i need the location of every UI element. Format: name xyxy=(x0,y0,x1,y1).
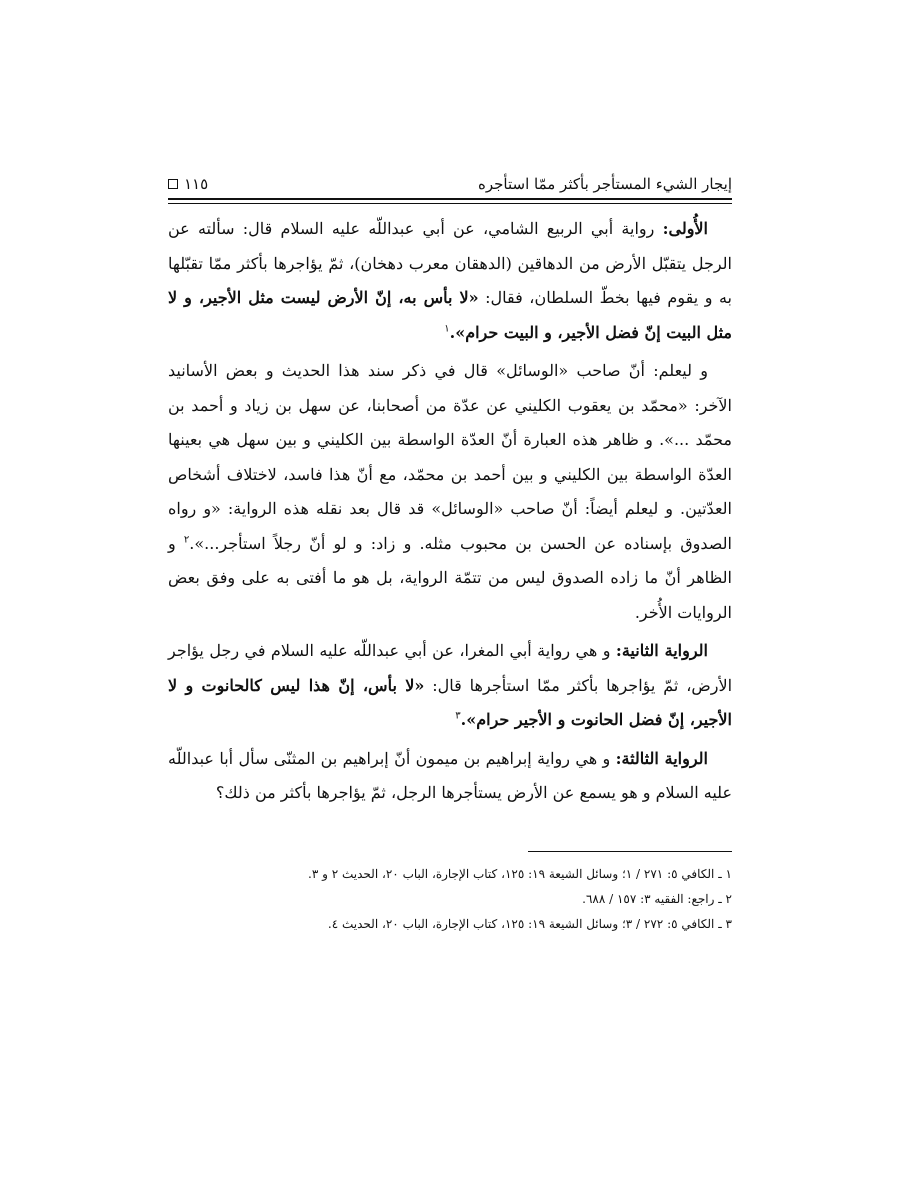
footnote-3: ٣ ـ الكافي ٥: ٢٧٢ / ٣؛ وسائل الشيعة ١٩: ١٢٥، كتاب الإجارة، الباب ٢٠، الحديث ٤. xyxy=(327,917,732,931)
footnote-2: ٢ ـ راجع: الفقيه ٣: ١٥٧ / ٦٨٨. xyxy=(582,892,732,906)
body-text xyxy=(168,212,732,815)
paragraph-tail: و الظاهر أنّ ما زاده الصدوق ليس من تتمّة الرواية، بل هو ما أفتى به على وفق بعض الروايات الأُخر. xyxy=(168,533,732,622)
running-title: إيجار الشيء المستأجر بأكثر ممّا استأجره xyxy=(478,175,732,193)
footnote-ref[interactable]: ٢ xyxy=(183,534,190,546)
paragraph-quote: «لا بأس به، إنّ الأرض ليست مثل الأجير، و لا مثل البيت إنّ فضل الأجير، و البيت حرام». xyxy=(168,288,732,342)
paragraph-note-wasail xyxy=(168,354,732,630)
footnote-ref[interactable]: ١ xyxy=(444,323,450,335)
paragraph-lead: الأُولى: xyxy=(662,219,708,238)
paragraph-text: و ليعلم: أنّ صاحب «الوسائل» قال في ذكر سند هذا الحديث و بعض الأسانيد الآخر: «محمّد بن يعقوب الكليني عن عدّة من أصحابنا، عن سهل بن زياد و أحمد بن محمّد ...». و ظاهر هذه العبارة أنّ العدّة الواسطة بين الكليني و بين سهل هي بعينها العدّة الواسطة بين الكليني و بين أحمد بن محمّد، مع أنّ هذا فاسد، لاختلاف أشخاص العدّتين. و ليعلم أيضاً: أنّ صاحب «الوسائل» قد قال بعد نقله هذه الرواية: «و رواه الصدوق بإسناده عن الحسن بن محبوب مثله. و زاد: و لو أنّ رجلاً استأجر...». xyxy=(168,361,733,553)
square-box-icon xyxy=(168,179,178,189)
footnote-separator xyxy=(528,851,732,852)
paragraph-quote: «لا بأس، إنّ هذا ليس كالحانوت و لا الأجير، إنّ فضل الحانوت و الأجير حرام». xyxy=(168,675,732,729)
paragraph-lead: الرواية الثانية: xyxy=(615,641,708,660)
page-number-block xyxy=(168,175,208,193)
footnote-ref[interactable]: ٣ xyxy=(455,710,461,722)
paragraph-text: و هي رواية إبراهيم بن ميمون أنّ إبراهيم بن المثنّى سأل أبا عبداللّه عليه السلام و هو يسمع عن الأرض يستأجرها الرجل، ثمّ يؤاجرها بأكثر من ذلك؟ xyxy=(168,748,732,802)
running-header xyxy=(168,171,732,197)
paragraph-text: رواية أبي الربيع الشامي، عن أبي عبداللّه عليه السلام قال: سألته عن الرجل يتقبّل الأرض من الدهاقين (الدهقان معرب دهخان)، ثمّ يؤاجرها بأكثر ممّا تقبّلها به و يقوم فيها بخطّ السلطان، فقال: xyxy=(168,219,732,307)
footnotes xyxy=(168,862,732,937)
header-rule-thin xyxy=(168,203,732,204)
page-number: ١١٥ xyxy=(184,175,209,193)
footnote-1: ١ ـ الكافي ٥: ٢٧١ / ١؛ وسائل الشيعة ١٩: ١٢٥، كتاب الإجارة، الباب ٢٠، الحديث ٢ و ٣. xyxy=(308,867,732,881)
header-rule-thick xyxy=(168,198,732,200)
paragraph-lead: الرواية الثالثة: xyxy=(615,748,708,768)
paragraph-text: و هي رواية أبي المغرا، عن أبي عبداللّه عليه السلام في رجل يؤاجر الأرض، ثمّ يؤاجرها بأكثر ممّا استأجرها قال: xyxy=(168,641,733,695)
paragraph-third-narration xyxy=(168,742,732,811)
paragraph-first-narration xyxy=(168,212,732,350)
paragraph-second-narration xyxy=(168,634,732,738)
